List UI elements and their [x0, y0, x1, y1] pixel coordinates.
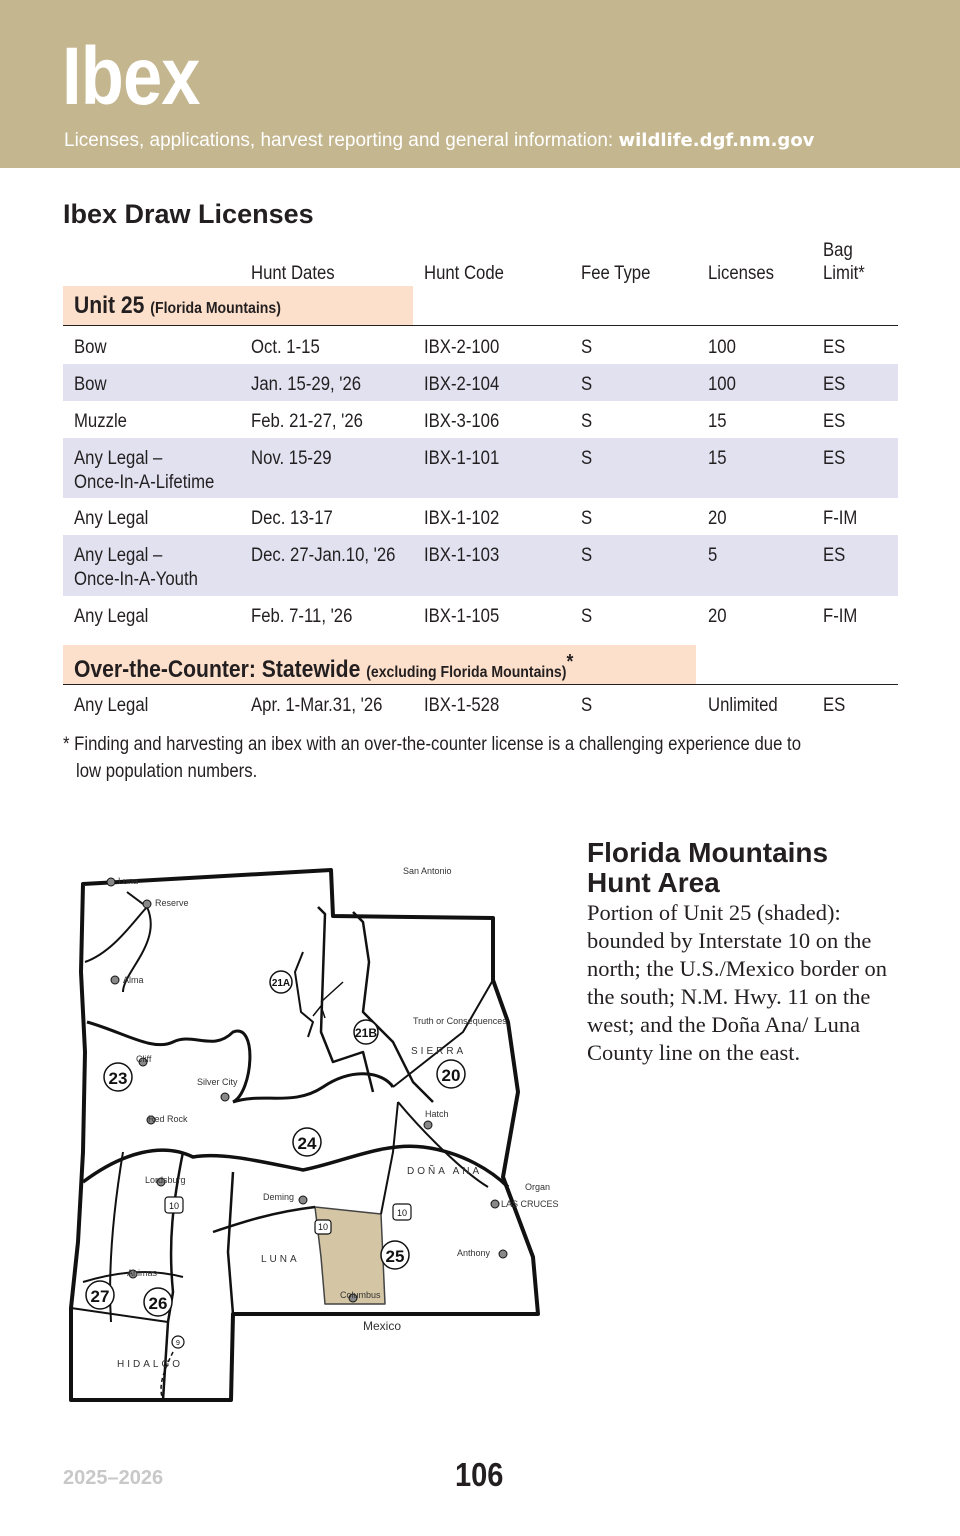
map-place-label: Silver City — [197, 1077, 238, 1087]
map-place-label: Mexico — [363, 1319, 402, 1333]
table-row: Bow Oct. 1-15 IBX-2-100 S 100 ES — [74, 337, 846, 358]
highway-number: 10 — [317, 1222, 329, 1232]
map-unit-label: 26 — [148, 1294, 168, 1313]
map-place-label: Animas — [127, 1268, 158, 1278]
map-place-label: Luna — [118, 876, 139, 886]
table-row: Muzzle Feb. 21-27, '26 IBX-3-106 S 15 ES — [74, 411, 846, 432]
col-header-hunt-dates: Hunt Dates — [251, 263, 335, 284]
map-region-label: DOÑA ANA — [407, 1166, 483, 1177]
col-header-licenses: Licenses — [708, 263, 774, 284]
highway-number: 9 — [176, 1340, 180, 1347]
page-title: Ibex — [62, 31, 200, 122]
map-place-label: Alma — [123, 975, 144, 985]
table-row: Bow Jan. 15-29, '26 IBX-2-104 S 100 ES — [63, 364, 898, 401]
town-dot — [491, 1200, 499, 1208]
map-place-label: Deming — [263, 1192, 295, 1202]
highway-number: 10 — [168, 1201, 180, 1211]
town-dot — [424, 1121, 432, 1129]
map-unit-label: 20 — [441, 1066, 461, 1085]
town-dot — [107, 878, 115, 886]
map-title: Florida Mountains Hunt Area — [587, 837, 829, 898]
town-dot — [111, 976, 119, 984]
col-header-bag-limit: Bag Limit* — [823, 240, 865, 284]
map-region-label: HIDALGO — [117, 1359, 184, 1370]
map-place-label: Hatch — [425, 1109, 449, 1119]
col-header-hunt-code: Hunt Code — [424, 263, 504, 284]
town-dot — [221, 1093, 229, 1101]
map-unit-label: 25 — [385, 1247, 405, 1266]
map-unit-label: 21A — [271, 978, 291, 989]
map-place-label: Columbus — [340, 1290, 381, 1300]
table-row: Any Legal – Once-In-A-Lifetime Nov. 15-29 IBX-1-101 S 15 ES — [63, 438, 898, 498]
page-number: 106 — [455, 1456, 504, 1493]
subtitle-text: Licenses, applications, harvest reporting and general information: — [64, 130, 614, 151]
footer-year: 2025–2026 — [63, 1467, 164, 1489]
table-row: Any Legal Apr. 1-Mar.31, '26 IBX-1-528 S Unlimited ES — [74, 695, 846, 716]
table-row: Any Legal Feb. 7-11, '26 IBX-1-105 S 20 F-IM — [74, 606, 858, 627]
map-description: Portion of Unit 25 (shaded): bounded by Interstate 10 on the north; the U.S./Mexico border on the south; N.M. Hwy. 11 on the west; and the Doña Ana/ Luna County line on the east. — [587, 900, 887, 1065]
highway-number: 10 — [396, 1208, 408, 1218]
table-footnote: * Finding and harvesting an ibex with an over-the-counter license is a challenging experience due to low population numbers. — [63, 734, 802, 782]
map-unit-label: 21B — [354, 1026, 378, 1040]
map-unit-label: 24 — [297, 1134, 317, 1153]
header-subtitle — [64, 130, 814, 152]
website-link[interactable]: wildlife.dgf.nm.gov — [618, 130, 815, 151]
map-place-label: Truth or Consequences — [413, 1016, 507, 1026]
town-dot — [499, 1250, 507, 1258]
map-place-label: Lordsburg — [145, 1175, 186, 1185]
page-header — [0, 0, 960, 168]
map-unit-label: 27 — [90, 1287, 110, 1306]
map-region-label: LUNA — [261, 1254, 300, 1265]
unit-25-band — [63, 286, 413, 325]
map-place-label: Organ — [525, 1182, 551, 1192]
hunt-area-map — [63, 852, 559, 1408]
col-header-fee-type: Fee Type — [581, 263, 651, 284]
map-unit-label: 23 — [108, 1069, 128, 1088]
section-title: Ibex Draw Licenses — [63, 199, 314, 229]
otc-band — [63, 645, 696, 684]
map-place-label: Red Rock — [148, 1114, 188, 1124]
otc-label: Over-the-Counter: Statewide (excluding Florida Mountains)* — [74, 651, 574, 683]
table-rule — [63, 325, 898, 326]
unit-25-label: Unit 25 (Florida Mountains) — [74, 292, 281, 319]
town-dot — [299, 1196, 307, 1204]
map-place-label: San Antonio — [403, 866, 452, 876]
table-row: Any Legal – Once-In-A-Youth Dec. 27-Jan.10, '26 IBX-1-103 S 5 ES — [63, 535, 898, 596]
table-row: Any Legal Dec. 13-17 IBX-1-102 S 20 F-IM — [74, 508, 858, 529]
map-place-label: Anthony — [457, 1248, 491, 1258]
map-place-label: Cliff — [136, 1054, 152, 1064]
map-region-label: SIERRA — [411, 1046, 467, 1057]
town-dot — [143, 900, 151, 908]
map-place-label: LAS CRUCES — [501, 1199, 559, 1209]
map-place-label: Reserve — [155, 898, 189, 908]
